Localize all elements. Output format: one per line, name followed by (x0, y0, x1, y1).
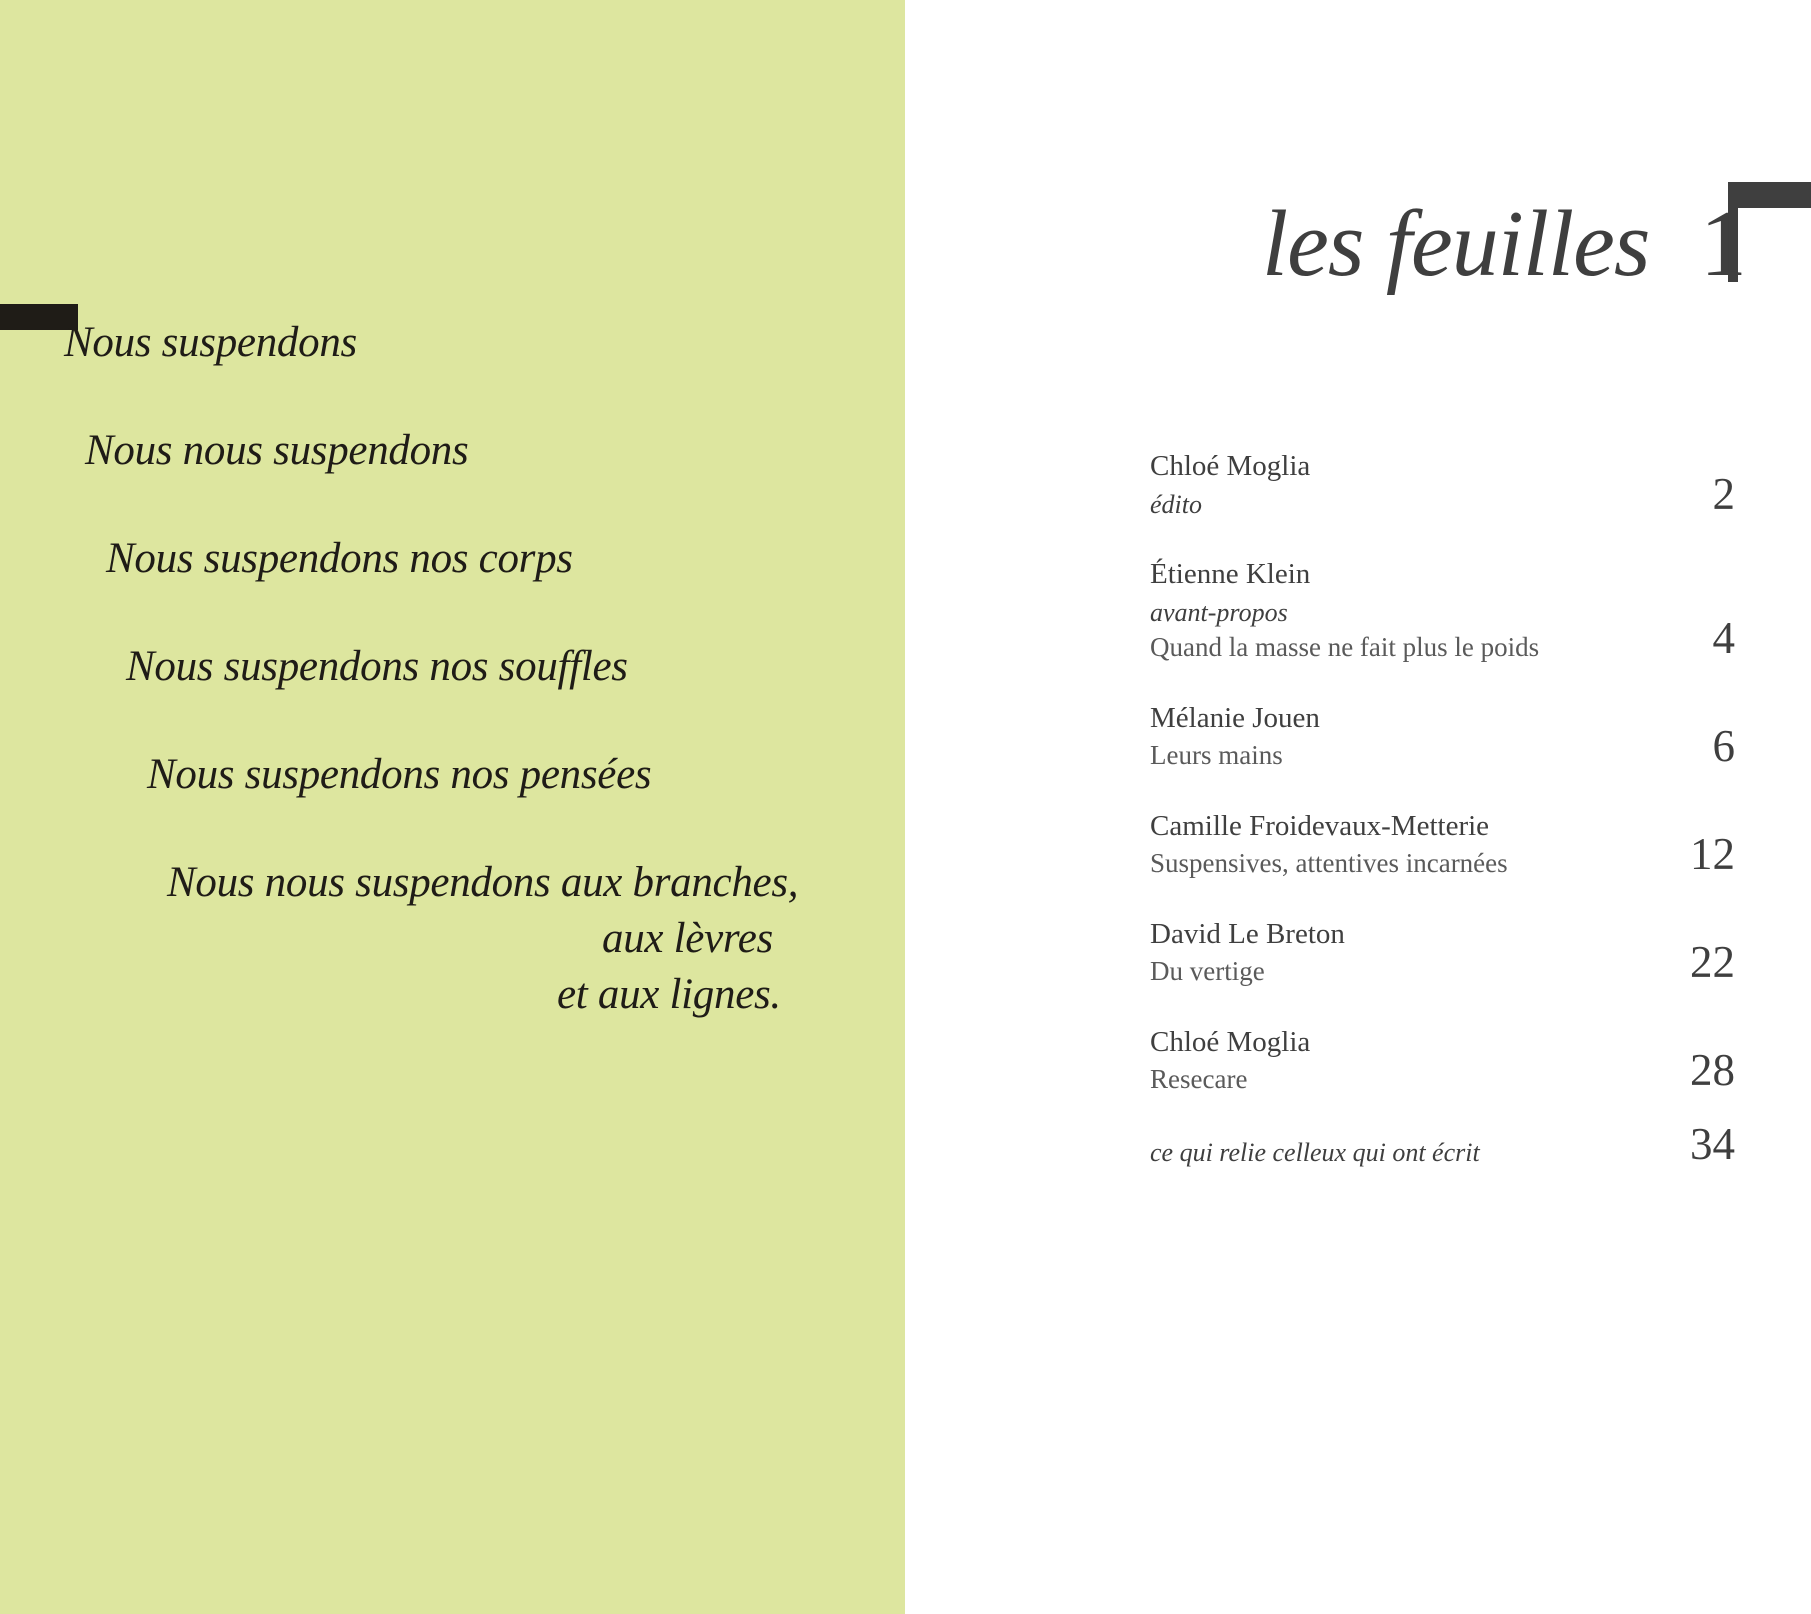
toc-article-title: Resecare (1150, 1064, 1248, 1094)
toc-article-title: Leurs mains (1150, 740, 1283, 770)
toc-author: Camille Froidevaux-Metterie (1150, 810, 1490, 842)
poem-line-5: Nous suspendons nos pensées (147, 751, 652, 798)
toc-page-number: 2 (1712, 469, 1735, 519)
toc-article-title: Suspensives, attentives incarnées (1150, 848, 1508, 878)
toc-page-number: 34 (1690, 1119, 1735, 1169)
toc-page-number: 22 (1690, 937, 1735, 987)
poem-line-1: Nous suspendons (64, 319, 357, 366)
toc-page-number: 28 (1690, 1045, 1735, 1095)
toc-author: David Le Breton (1150, 918, 1345, 950)
toc-page-number: 12 (1690, 829, 1735, 879)
issue-number: 1 (1700, 192, 1747, 296)
poem-line-8: et aux lignes. (557, 971, 781, 1018)
toc-author: Chloé Moglia (1150, 450, 1311, 482)
publication-title: les feuilles (1262, 192, 1650, 296)
poem-line-7: aux lèvres (602, 915, 773, 962)
toc-kind: ce qui relie celleux qui ont écrit (1150, 1138, 1480, 1167)
poem-line-6: Nous nous suspendons aux branches, (167, 859, 799, 906)
toc-page-number: 4 (1712, 613, 1735, 663)
toc-author: Mélanie Jouen (1150, 702, 1320, 734)
toc-article-title: Quand la masse ne fait plus le poids (1150, 632, 1540, 662)
toc-author: Étienne Klein (1150, 558, 1311, 590)
poem-line-3: Nous suspendons nos corps (106, 535, 573, 582)
left-page (0, 0, 905, 1614)
toc-author: Chloé Moglia (1150, 1026, 1311, 1058)
poem-line-4: Nous suspendons nos souffles (126, 643, 628, 690)
toc-kind: avant-propos (1150, 598, 1288, 627)
poem-line-2: Nous nous suspendons (85, 427, 469, 474)
toc-article-title: Du vertige (1150, 956, 1265, 986)
toc-page-number: 6 (1712, 721, 1735, 771)
toc-kind: édito (1150, 490, 1202, 519)
